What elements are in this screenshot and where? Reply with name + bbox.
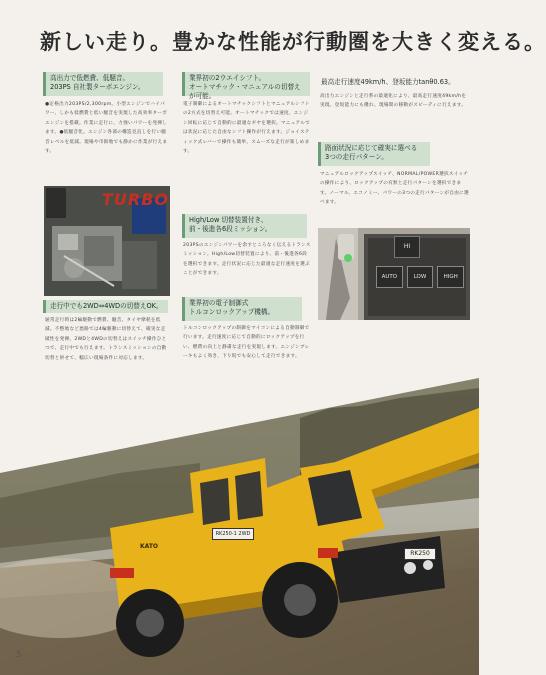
- transmission-label-line2: オートマチック・マニュアルの切替えが可能。: [189, 83, 301, 100]
- torque-label-line2: トルコンロックアップ機構。: [189, 308, 275, 316]
- page-headline: 新しい走り。豊かな性能が行動圏を大きく変える。: [40, 30, 546, 54]
- low-button[interactable]: LOW: [407, 266, 434, 288]
- speed-body: 高出力エンジンと走行系の最適化により、最高走行速度49km/hを実現。登坂能力にも優れ、現場間の移動がスピーディに行えます。: [320, 94, 467, 109]
- torque-label: [182, 297, 302, 321]
- turbo-logo: TURBO: [102, 190, 170, 209]
- page-number: 5: [16, 650, 22, 660]
- model-badge: RK250: [404, 548, 436, 560]
- transmission-label: [182, 72, 310, 100]
- transmission-label-line1: 業界初の2ウエイシフト。: [189, 74, 266, 82]
- torque-body: トルコンロックアップの制御をマイコンによる自動制御で行います。走行速度に応じて自動的にロックアップを行い、燃費の向上と静粛な走行を実現します。エンジンブレーキもよく効き、下り坂でも安心して走行できます。: [183, 326, 310, 360]
- speed-label-text: 最高走行速度49km/h、登坂能力tanθ0.63。: [321, 78, 455, 86]
- turbo-label-line2: 203PS 自社製ターボエンジン。: [50, 83, 145, 91]
- turbo-label: [43, 72, 163, 96]
- auto-button[interactable]: AUTO: [376, 266, 403, 288]
- pattern-label-line1: 路面状況に応じて確実に選べる: [325, 144, 418, 152]
- drive-body: 通常走行時は2輪駆動で燃費、騒音、タイヤ摩耗を低減。不整地など悪路では4輪駆動に切替えて、確実な走破性を発揮。2WDと4WDの切替えはスイッチ操作ひとつで、走行中でも行えます。トランスミッションの自動切替と併せて、幅広い現場条件に対応します。: [45, 318, 167, 361]
- high-button[interactable]: HIGH: [437, 266, 464, 288]
- turbo-label-line1: 高出力で低燃費、低騒音。: [50, 74, 130, 82]
- crane-photo: [0, 378, 479, 675]
- drive-label: [43, 300, 168, 313]
- drive-label-text: 走行中でも2WD⇔4WDの切替えOK。: [50, 302, 163, 310]
- hilo-body: 203PSのエンジンパワーを余すところなく伝えるトランスミッション。High/Low切替装置により、前・後進各6段を選択できます。走行状況に応じた最適な走行速度を選ぶことができます。: [183, 243, 311, 277]
- control-panel-photo: [318, 228, 470, 320]
- speed-label: [318, 76, 468, 89]
- hi-button[interactable]: HI: [394, 236, 420, 258]
- door-plate: RK250-1 2WD: [212, 528, 254, 540]
- hilo-label: [182, 214, 307, 238]
- engine-photo: [44, 186, 170, 296]
- pattern-label-line2: 3つの走行パターン。: [325, 153, 388, 161]
- turbo-body: ●定格出力203PS/2,300rpm。小型エンジンでハイパワー、しかも低燃費と低い騒音を実現した高効率ターボエンジンを搭載。作業に走行に、力強いパワーを発揮します。●低騒音化。エンジン各部の構造見直しを行い騒音レベルを低減。現場や市街地でも静かに作業が行えます。: [45, 102, 168, 155]
- pattern-label: [318, 142, 430, 166]
- mode-button-row: [376, 266, 464, 288]
- pattern-body: マニュアルロックアップスイッチ、NORMAL/POWER選択スイッチの操作により、ロックアップの有無と走行パターンを選択できます。ノーマル、エコノミー、パワーの3つの走行パターンが自由に選べます。: [320, 172, 469, 206]
- brand-logo: KATO: [140, 543, 159, 550]
- transmission-body: 電子制御によるオートマチックシフトとマニュアルシフトの2方式を切替え可能。オートマチックでは速度、エンジン回転に応じて自動的に最適なギヤを選択。マニュアルでは状況に応じた自由なシフト操作が行えます。ジョイスティック式レバーで操作も簡単、スムーズな走行が楽しめます。: [183, 102, 311, 155]
- hilo-label-line1: High/Low 切替装置付き、: [189, 216, 268, 224]
- hilo-label-line2: 前・後進各6段ミッション。: [189, 225, 272, 233]
- torque-label-line1: 業界初の電子制御式: [189, 299, 249, 307]
